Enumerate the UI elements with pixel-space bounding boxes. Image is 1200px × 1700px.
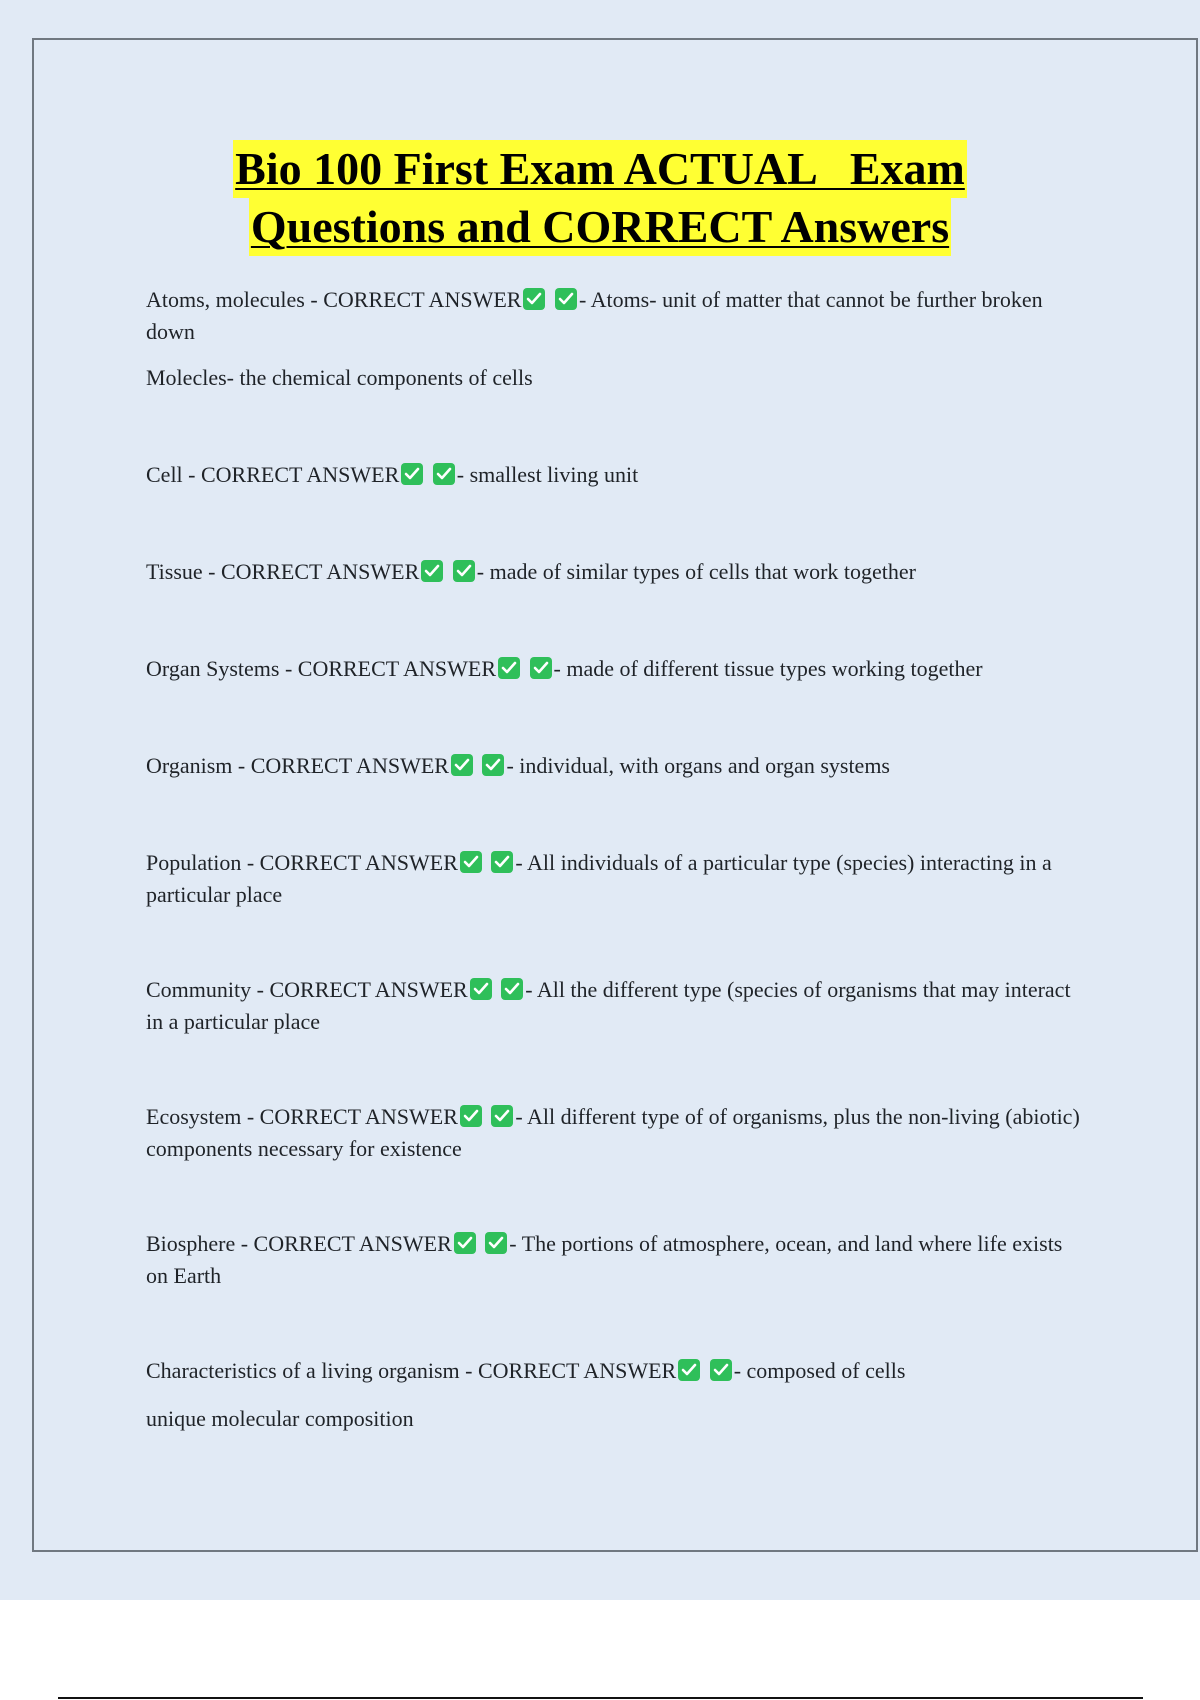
document-frame (32, 38, 1198, 1552)
footer-divider (58, 1697, 1143, 1699)
answer-tag: CORRECT ANSWER (269, 977, 468, 1002)
qa-item: Biosphere - CORRECT ANSWER - The portions of atmosphere, ocean, and land where life exists on Earth (146, 1231, 1063, 1288)
qa-term: Tissue (146, 559, 203, 584)
qa-item: Community - CORRECT ANSWER - All the different type (species of organisms that may interact in a particular place (146, 977, 1071, 1034)
qa-term: Community (146, 977, 252, 1002)
qa-item: Organism - CORRECT ANSWER - individual, with organs and organ systems (146, 753, 890, 778)
qa-definition: - composed of cells (733, 1358, 906, 1383)
check-mark-icon (433, 463, 455, 485)
check-mark-icon (421, 560, 443, 582)
check-mark-icon (451, 754, 473, 776)
qa-term: Cell (146, 462, 183, 487)
answer-tag: CORRECT ANSWER (201, 462, 400, 487)
qa-definition: - The portions of atmosphere, ocean, and land where life exists on Earth (146, 1231, 1063, 1288)
title-line-1: Bio 100 First Exam ACTUAL Exam (233, 140, 967, 198)
check-mark-icon (485, 1232, 507, 1254)
qa-term: Ecosystem (146, 1104, 242, 1129)
check-mark-icon (491, 1105, 513, 1127)
qa-term: Organ Systems (146, 656, 280, 681)
qa-term: Population (146, 850, 242, 875)
answer-tag: CORRECT ANSWER (253, 1231, 452, 1256)
check-mark-icon (460, 851, 482, 873)
answer-tag: CORRECT ANSWER (477, 1358, 677, 1383)
check-mark-icon (555, 288, 577, 310)
qa-extra-line: unique molecular composition (146, 1406, 414, 1431)
page-title (0, 140, 1200, 256)
answer-tag: CORRECT ANSWER (221, 559, 420, 584)
qa-term: Organism (146, 753, 233, 778)
title-line-2: Questions and CORRECT Answers (249, 198, 951, 256)
check-mark-icon (401, 463, 423, 485)
qa-item: Ecosystem - CORRECT ANSWER - All different type of of organisms, plus the non-living (abiotic) components necessary for existence (146, 1104, 1080, 1161)
check-mark-icon (470, 978, 492, 1000)
qa-definition: - All the different type (species of organisms that may interact in a particular place (146, 977, 1071, 1034)
qa-item: Organ Systems - CORRECT ANSWER - made of different tissue types working together (146, 656, 983, 681)
qa-definition: - All different type of of organisms, plus the non-living (abiotic) components necessary for existence (146, 1104, 1080, 1161)
check-mark-icon (454, 1232, 476, 1254)
qa-term: Biosphere (146, 1231, 236, 1256)
check-mark-icon (491, 851, 513, 873)
qa-item: Tissue - CORRECT ANSWER - made of similar types of cells that work together (146, 559, 917, 584)
qa-definition: - made of different tissue types working together (553, 656, 983, 681)
answer-tag: CORRECT ANSWER (250, 753, 449, 778)
check-mark-icon (498, 657, 520, 679)
check-mark-icon (460, 1105, 482, 1127)
qa-item: Cell - CORRECT ANSWER - smallest living unit (146, 462, 639, 487)
qa-extra-line: Molecles- the chemical components of cells (146, 365, 533, 390)
check-mark-icon (710, 1359, 732, 1381)
check-mark-icon (530, 657, 552, 679)
check-mark-icon (453, 560, 475, 582)
qa-definition: - All individuals of a particular type (species) interacting in a particular place (146, 850, 1052, 907)
check-mark-icon (523, 288, 545, 310)
qa-definition: - individual, with organs and organ systems (506, 753, 890, 778)
check-mark-icon (482, 754, 504, 776)
check-mark-icon (678, 1359, 700, 1381)
qa-definition: - made of similar types of cells that work together (476, 559, 917, 584)
qa-definition: - Atoms- unit of matter that cannot be further broken down (146, 287, 1043, 344)
answer-tag: CORRECT ANSWER (259, 850, 458, 875)
qa-item: Population - CORRECT ANSWER - All individuals of a particular type (species) interacting in a particular place (146, 850, 1052, 907)
check-mark-icon (501, 978, 523, 1000)
qa-item: Atoms, molecules - CORRECT ANSWER - Atoms- unit of matter that cannot be further broken down Molecles- the chemical components of cells (146, 284, 1081, 394)
answer-tag: CORRECT ANSWER (323, 287, 522, 312)
qa-definition: - smallest living unit (456, 462, 639, 487)
qa-item: Characteristics of a living organism - CORRECT ANSWER - composed of cells unique molecular composition (146, 1355, 1081, 1435)
qa-term: Atoms, molecules (146, 287, 305, 312)
qa-term: Characteristics of a living organism (146, 1358, 460, 1383)
answer-tag: CORRECT ANSWER (297, 656, 497, 681)
answer-tag: CORRECT ANSWER (259, 1104, 458, 1129)
